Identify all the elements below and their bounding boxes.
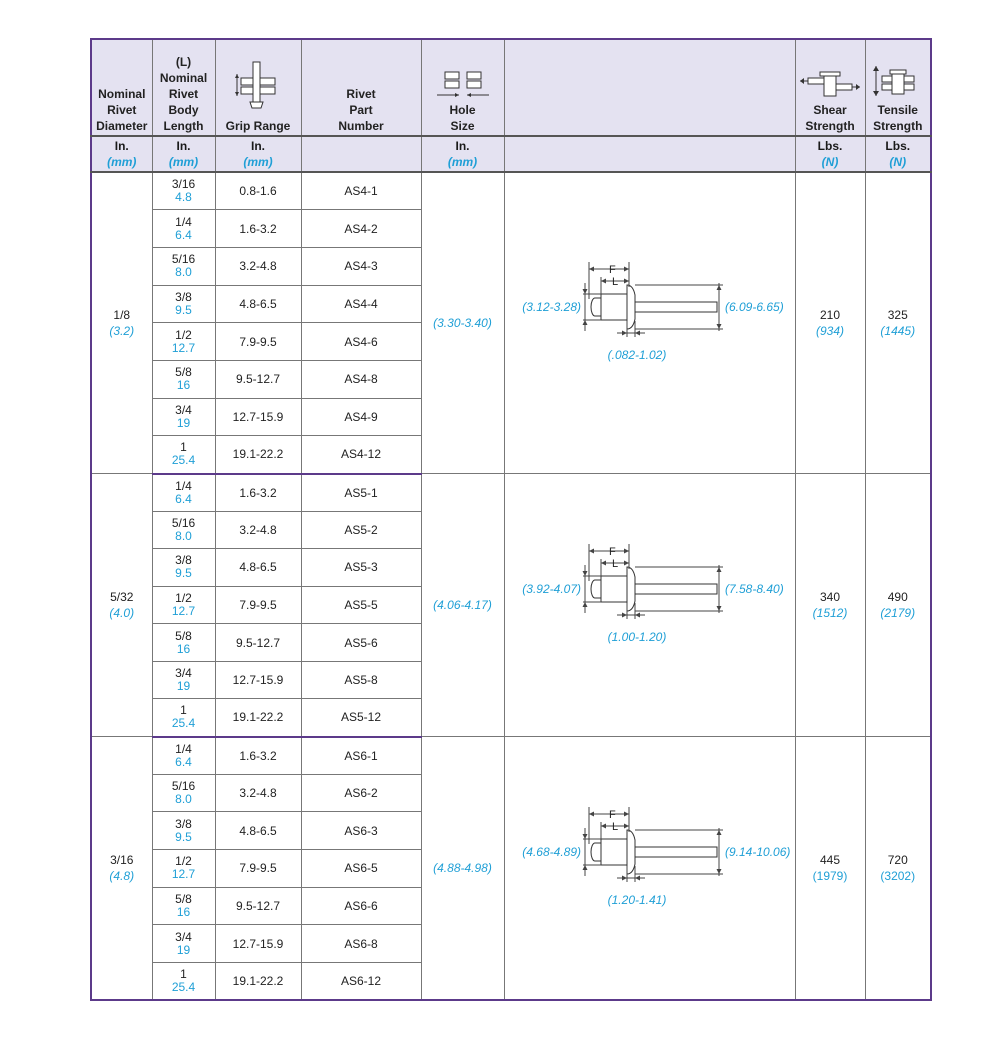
unit-tensile: Lbs. (N) — [865, 136, 931, 172]
grip-range-value: 4.8-6.5 — [239, 823, 277, 838]
part-number-cell — [301, 586, 421, 624]
nominal-diameter-cell — [91, 737, 152, 1001]
shear-lbs: 445 — [819, 853, 841, 867]
l-label: L — [611, 558, 618, 570]
grip-range-cell — [215, 398, 301, 436]
grip-range-cell — [215, 210, 301, 248]
shear-newton: (1979) — [812, 869, 848, 883]
tensile-strength-cell — [865, 474, 931, 737]
grip-range-cell — [215, 737, 301, 775]
mandrel-dia-arrow-bottom — [716, 606, 721, 611]
grip-range-cell — [215, 962, 301, 1000]
shear-strength-icon — [798, 68, 862, 100]
part-number-cell — [301, 172, 421, 210]
length-mm: 19 — [176, 942, 191, 957]
body-length-cell — [152, 699, 215, 737]
header-body-length: (L) Nominal Rivet Body Length — [152, 39, 215, 136]
length-inch: 3/4 — [175, 666, 192, 681]
part-number-value: AS4-2 — [344, 221, 378, 236]
header-tensile-strength: Tensile Strength — [865, 39, 931, 136]
f-arrow-left — [589, 549, 594, 554]
body-length-cell — [152, 586, 215, 624]
rivet-dimension-diagram — [505, 173, 795, 473]
grip-range-cell — [215, 661, 301, 699]
length-mm: 25.4 — [171, 979, 196, 994]
body-length-cell — [152, 210, 215, 248]
mandrel-diameter-value: (7.58-8.40) — [724, 582, 784, 596]
hole-size-icon — [435, 70, 491, 100]
grip-range-cell — [215, 436, 301, 474]
part-number-cell — [301, 699, 421, 737]
part-number-cell — [301, 398, 421, 436]
grip-range-value: 12.7-15.9 — [232, 673, 284, 688]
unit-length: In. (mm) — [152, 136, 215, 172]
header-diagram — [504, 39, 795, 136]
header-part-number: Rivet Part Number — [301, 39, 421, 136]
part-number-cell — [301, 925, 421, 963]
part-number-cell — [301, 323, 421, 361]
mandrel-dia-arrow-top — [716, 830, 721, 835]
tensile-lbs: 325 — [887, 308, 908, 322]
part-number-value: AS5-5 — [344, 597, 378, 612]
grip-range-cell — [215, 511, 301, 549]
head-height-arrow-left — [622, 876, 627, 881]
length-inch: 3/8 — [175, 553, 192, 568]
length-inch: 1 — [180, 966, 187, 981]
f-arrow-right — [624, 812, 629, 817]
f-arrow-left — [589, 267, 594, 272]
unit-part — [301, 136, 421, 172]
grip-range-cell — [215, 474, 301, 512]
diameter-mm: (4.8) — [109, 869, 135, 883]
grip-range-value: 0.8-1.6 — [239, 184, 277, 199]
l-label: L — [611, 821, 618, 833]
part-number-cell — [301, 661, 421, 699]
part-number-cell — [301, 360, 421, 398]
part-number-value: AS6-2 — [344, 785, 378, 800]
length-inch: 1 — [180, 440, 187, 455]
length-inch: 1/2 — [175, 854, 192, 869]
l-arrow-left — [601, 561, 606, 566]
tensile-strength-cell — [865, 172, 931, 474]
head-height-arrow-right — [635, 876, 640, 881]
length-mm: 25.4 — [171, 716, 196, 731]
f-arrow-left — [589, 812, 594, 817]
length-inch: 1/2 — [175, 327, 192, 342]
tensile-newton: (2179) — [880, 606, 916, 620]
grip-range-cell — [215, 925, 301, 963]
grip-range-cell — [215, 887, 301, 925]
hole-size-value: (4.06-4.17) — [433, 598, 492, 612]
grip-range-cell — [215, 586, 301, 624]
body-length-cell — [152, 774, 215, 812]
diagram-cell — [504, 172, 795, 474]
part-number-value: AS4-3 — [344, 259, 378, 274]
l-arrow-right — [624, 279, 629, 284]
grip-range-cell — [215, 323, 301, 361]
grip-range-value: 1.6-3.2 — [239, 485, 277, 500]
grip-range-cell — [215, 699, 301, 737]
grip-range-value: 7.9-9.5 — [239, 597, 277, 612]
body-length-cell — [152, 172, 215, 210]
grip-range-value: 1.6-3.2 — [239, 748, 277, 763]
unit-diameter: In. (mm) — [91, 136, 152, 172]
mandrel-diameter-value: (9.14-10.06) — [724, 845, 790, 859]
length-mm: 12.7 — [171, 867, 196, 882]
grip-range-value: 9.5-12.7 — [235, 635, 281, 650]
head-dia-arrow-bottom — [582, 865, 587, 870]
diagram-cell — [504, 474, 795, 737]
rivet-tail — [591, 298, 601, 316]
body-length-cell — [152, 285, 215, 323]
f-label: F — [608, 546, 616, 558]
head-height-value: (.082-1.02) — [607, 348, 666, 362]
head-height-value: (1.20-1.41) — [607, 893, 666, 907]
length-mm: 8.0 — [175, 791, 192, 806]
l-arrow-left — [601, 279, 606, 284]
rivet-tail — [591, 843, 601, 861]
f-arrow-right — [624, 267, 629, 272]
body-length-cell — [152, 737, 215, 775]
part-number-value: AS5-2 — [344, 522, 378, 537]
grip-range-cell — [215, 624, 301, 662]
body-length-cell — [152, 474, 215, 512]
rivet-head — [627, 285, 635, 329]
body-length-cell — [152, 511, 215, 549]
nominal-diameter-cell — [91, 172, 152, 474]
grip-range-cell — [215, 285, 301, 323]
part-number-value: AS5-8 — [344, 673, 378, 688]
head-height-value: (1.00-1.20) — [607, 630, 666, 644]
head-diameter-value: (3.92-4.07) — [521, 582, 581, 596]
part-number-value: AS6-6 — [344, 898, 378, 913]
unit-grip: In. (mm) — [215, 136, 301, 172]
length-mm: 4.8 — [175, 190, 192, 205]
length-inch: 5/16 — [171, 515, 196, 530]
length-mm: 25.4 — [171, 453, 196, 468]
tensile-strength-cell — [865, 737, 931, 1001]
length-inch: 3/16 — [171, 177, 196, 192]
length-mm: 9.5 — [175, 566, 192, 581]
rivet-body — [601, 576, 627, 602]
grip-range-cell — [215, 172, 301, 210]
part-number-cell — [301, 285, 421, 323]
part-number-cell — [301, 737, 421, 775]
length-inch: 5/8 — [175, 628, 192, 643]
head-dia-arrow-bottom — [582, 320, 587, 325]
mandrel-diameter-value: (6.09-6.65) — [724, 300, 784, 314]
body-length-cell — [152, 360, 215, 398]
length-mm: 12.7 — [171, 340, 196, 355]
length-inch: 1 — [180, 703, 187, 718]
length-inch: 5/16 — [171, 252, 196, 267]
grip-range-value: 12.7-15.9 — [232, 936, 284, 951]
diameter-mm: (4.0) — [109, 606, 135, 620]
diameter-inch: 1/8 — [113, 308, 131, 322]
head-height-arrow-right — [635, 613, 640, 618]
part-number-value: AS6-5 — [344, 861, 378, 876]
tensile-lbs: 720 — [887, 853, 908, 867]
length-inch: 5/8 — [175, 891, 192, 906]
grip-range-cell — [215, 247, 301, 285]
l-arrow-left — [601, 824, 606, 829]
table-row — [91, 172, 931, 210]
shear-newton: (934) — [815, 324, 844, 338]
diameter-mm: (3.2) — [109, 324, 135, 338]
unit-hole: In. (mm) — [421, 136, 504, 172]
hole-size-cell — [421, 474, 504, 737]
units-row — [91, 136, 931, 172]
part-number-cell — [301, 474, 421, 512]
grip-range-value: 12.7-15.9 — [232, 409, 284, 424]
spec-table-body — [91, 172, 931, 1000]
shear-newton: (1512) — [812, 606, 848, 620]
mandrel-stem — [635, 847, 717, 857]
table-row — [91, 474, 931, 512]
unit-diagram — [504, 136, 795, 172]
part-number-cell — [301, 210, 421, 248]
part-number-cell — [301, 887, 421, 925]
body-length-cell — [152, 624, 215, 662]
length-mm: 6.4 — [175, 754, 192, 769]
tensile-strength-icon — [870, 64, 926, 100]
length-inch: 1/2 — [175, 590, 192, 605]
head-height-arrow-left — [622, 613, 627, 618]
f-arrow-right — [624, 549, 629, 554]
grip-range-value: 9.5-12.7 — [235, 898, 281, 913]
body-length-cell — [152, 849, 215, 887]
part-number-value: AS6-3 — [344, 823, 378, 838]
length-mm: 19 — [176, 679, 191, 694]
nominal-diameter-cell — [91, 474, 152, 737]
rivet-dimension-diagram — [505, 474, 795, 736]
part-number-value: AS6-1 — [344, 748, 378, 763]
table-row — [91, 737, 931, 775]
head-diameter-value: (4.68-4.89) — [521, 845, 581, 859]
l-label: L — [611, 276, 618, 288]
length-mm: 19 — [176, 415, 191, 430]
shear-lbs: 210 — [819, 308, 841, 322]
body-length-cell — [152, 887, 215, 925]
mandrel-dia-arrow-top — [716, 567, 721, 572]
body-length-cell — [152, 962, 215, 1000]
rivet-dimension-diagram — [505, 737, 795, 999]
length-mm: 16 — [176, 904, 191, 919]
diagram-cell — [504, 737, 795, 1001]
part-number-cell — [301, 549, 421, 587]
mandrel-dia-arrow-top — [716, 285, 721, 290]
part-number-cell — [301, 812, 421, 850]
length-mm: 16 — [176, 641, 191, 656]
part-number-value: AS5-3 — [344, 560, 378, 575]
header-shear-strength: Shear Strength — [795, 39, 865, 136]
diameter-inch: 3/16 — [110, 853, 134, 867]
mandrel-dia-arrow-bottom — [716, 324, 721, 329]
rivet-body — [601, 294, 627, 320]
part-number-value: AS4-4 — [344, 296, 378, 311]
shear-lbs: 340 — [819, 590, 841, 604]
grip-range-value: 3.2-4.8 — [239, 785, 277, 800]
rivet-spec-table — [90, 38, 932, 1001]
part-number-value: AS4-8 — [344, 372, 378, 387]
length-mm: 6.4 — [175, 227, 192, 242]
grip-range-value: 1.6-3.2 — [239, 221, 277, 236]
grip-range-value: 19.1-22.2 — [232, 710, 284, 725]
grip-range-value: 7.9-9.5 — [239, 334, 277, 349]
mandrel-stem — [635, 302, 717, 312]
grip-range-value: 9.5-12.7 — [235, 372, 281, 387]
grip-range-value: 3.2-4.8 — [239, 259, 277, 274]
length-mm: 9.5 — [175, 829, 192, 844]
length-inch: 1/4 — [175, 214, 192, 229]
mandrel-dia-arrow-bottom — [716, 869, 721, 874]
head-dia-arrow-bottom — [582, 602, 587, 607]
header-row — [91, 39, 931, 136]
length-inch: 3/4 — [175, 929, 192, 944]
grip-range-value: 19.1-22.2 — [232, 447, 284, 462]
rivet-head — [627, 567, 635, 611]
length-mm: 16 — [176, 378, 191, 393]
body-length-cell — [152, 925, 215, 963]
grip-range-cell — [215, 812, 301, 850]
part-number-value: AS5-1 — [344, 485, 378, 500]
part-number-value: AS6-12 — [340, 973, 382, 988]
rivet-body — [601, 839, 627, 865]
length-mm: 8.0 — [175, 528, 192, 543]
length-mm: 12.7 — [171, 603, 196, 618]
unit-shear: Lbs. (N) — [795, 136, 865, 172]
head-height-arrow-left — [622, 331, 627, 336]
part-number-value: AS5-6 — [344, 635, 378, 650]
part-number-cell — [301, 247, 421, 285]
length-inch: 1/4 — [175, 478, 192, 493]
body-length-cell — [152, 323, 215, 361]
body-length-cell — [152, 549, 215, 587]
head-dia-arrow-top — [582, 289, 587, 294]
rivet-tail — [591, 580, 601, 598]
hole-size-cell — [421, 172, 504, 474]
length-inch: 3/8 — [175, 816, 192, 831]
l-arrow-right — [624, 824, 629, 829]
f-label: F — [608, 809, 616, 821]
grip-range-cell — [215, 849, 301, 887]
part-number-cell — [301, 436, 421, 474]
grip-range-cell — [215, 360, 301, 398]
part-number-cell — [301, 624, 421, 662]
part-number-value: AS6-8 — [344, 936, 378, 951]
part-number-cell — [301, 511, 421, 549]
grip-range-value: 4.8-6.5 — [239, 296, 277, 311]
rivet-head — [627, 830, 635, 874]
grip-range-cell — [215, 549, 301, 587]
length-inch: 5/8 — [175, 365, 192, 380]
part-number-cell — [301, 849, 421, 887]
body-length-cell — [152, 247, 215, 285]
f-label: F — [608, 264, 616, 276]
rivet-grip-icon — [233, 60, 283, 116]
grip-range-value: 19.1-22.2 — [232, 973, 284, 988]
body-length-cell — [152, 812, 215, 850]
grip-range-value: 3.2-4.8 — [239, 522, 277, 537]
shear-strength-cell — [795, 474, 865, 737]
part-number-value: AS4-12 — [340, 447, 382, 462]
hole-size-cell — [421, 737, 504, 1001]
length-mm: 8.0 — [175, 265, 192, 280]
grip-range-value: 7.9-9.5 — [239, 861, 277, 876]
grip-range-value: 4.8-6.5 — [239, 560, 277, 575]
length-inch: 1/4 — [175, 741, 192, 756]
tensile-newton: (1445) — [880, 324, 916, 338]
length-mm: 6.4 — [175, 491, 192, 506]
l-arrow-right — [624, 561, 629, 566]
length-inch: 3/4 — [175, 402, 192, 417]
mandrel-stem — [635, 584, 717, 594]
part-number-value: AS5-12 — [340, 710, 382, 725]
length-inch: 5/16 — [171, 778, 196, 793]
head-diameter-value: (3.12-3.28) — [521, 300, 581, 314]
header-hole-size: Hole Size — [421, 39, 504, 136]
head-height-arrow-right — [635, 331, 640, 336]
grip-range-cell — [215, 774, 301, 812]
body-length-cell — [152, 661, 215, 699]
part-number-value: AS4-1 — [344, 184, 378, 199]
header-nominal-diameter: Nominal Rivet Diameter — [91, 39, 152, 136]
tensile-lbs: 490 — [887, 590, 908, 604]
part-number-cell — [301, 774, 421, 812]
part-number-value: AS4-6 — [344, 334, 378, 349]
shear-strength-cell — [795, 172, 865, 474]
length-inch: 3/8 — [175, 289, 192, 304]
part-number-cell — [301, 962, 421, 1000]
part-number-value: AS4-9 — [344, 409, 378, 424]
head-dia-arrow-top — [582, 571, 587, 576]
diameter-inch: 5/32 — [110, 590, 134, 604]
shear-strength-cell — [795, 737, 865, 1001]
head-dia-arrow-top — [582, 834, 587, 839]
body-length-cell — [152, 398, 215, 436]
header-grip-range: Grip Range — [215, 39, 301, 136]
body-length-cell — [152, 436, 215, 474]
tensile-newton: (3202) — [880, 869, 916, 883]
length-mm: 9.5 — [175, 302, 192, 317]
hole-size-value: (3.30-3.40) — [433, 316, 492, 330]
hole-size-value: (4.88-4.98) — [433, 861, 492, 875]
